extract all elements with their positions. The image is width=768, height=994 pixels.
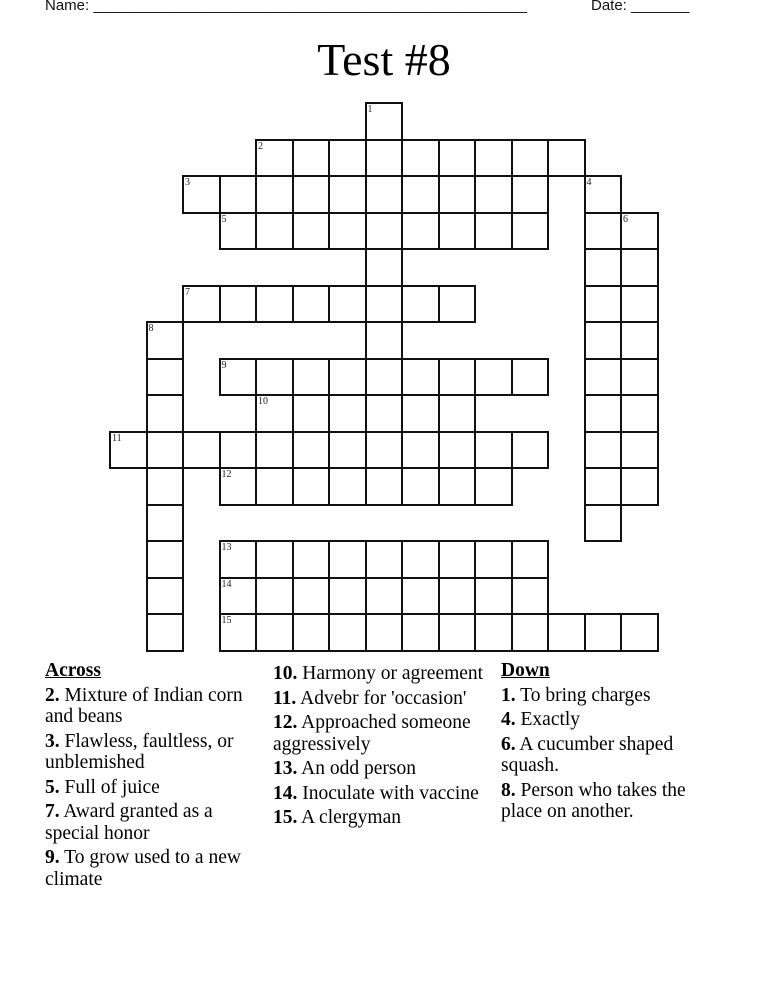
clue-number: 1. [501, 684, 516, 706]
clue-text: Full of juice [59, 776, 160, 798]
clue-across-5 [45, 777, 255, 799]
grid-cell[interactable] [511, 358, 550, 397]
clue-across-7 [45, 801, 255, 844]
clue-text: To bring charges [515, 684, 651, 706]
clue-number: 11. [273, 687, 297, 709]
cell-number: 11 [112, 432, 122, 444]
grid-cell[interactable] [219, 285, 258, 324]
grid-cell[interactable] [620, 285, 659, 324]
grid-cell[interactable] [474, 175, 513, 214]
grid-cell[interactable] [401, 394, 440, 433]
grid-cell[interactable] [511, 540, 550, 579]
name-field-line: Name: ____________________________________________________ [45, 0, 528, 14]
clue-text: Advebr for 'occasion' [296, 687, 467, 709]
grid-cell[interactable] [401, 175, 440, 214]
cell-number: 14 [221, 578, 232, 590]
grid-cell[interactable] [365, 540, 404, 579]
grid-cell[interactable] [511, 431, 550, 470]
grid-cell[interactable] [511, 613, 550, 652]
grid-cell[interactable] [365, 431, 404, 470]
grid-cell[interactable] [365, 102, 404, 141]
grid-cell[interactable] [584, 285, 623, 324]
grid-cell[interactable] [474, 139, 513, 178]
grid-cell[interactable] [620, 431, 659, 470]
grid-cell[interactable] [401, 613, 440, 652]
grid-cell[interactable] [146, 467, 185, 506]
grid-cell[interactable] [584, 212, 623, 251]
grid-cell[interactable] [474, 613, 513, 652]
clue-number: 6. [501, 733, 516, 755]
grid-cell[interactable] [365, 577, 404, 616]
clue-text: Mixture of Indian corn and beans [45, 684, 243, 727]
grid-cell[interactable] [219, 358, 258, 397]
down-heading: Down [501, 660, 550, 681]
clue-number: 8. [501, 779, 516, 801]
grid-cell[interactable] [292, 394, 331, 433]
grid-cell[interactable] [146, 431, 185, 470]
grid-cell[interactable] [620, 321, 659, 360]
down-clues-column [501, 660, 701, 826]
grid-cell[interactable] [292, 212, 331, 251]
clue-number: 5. [45, 776, 60, 798]
cell-number: 5 [221, 213, 227, 225]
clue-across-15 [273, 807, 488, 829]
cell-number: 15 [221, 615, 232, 626]
clue-number: 3. [45, 730, 60, 752]
cell-number: 4 [586, 177, 592, 188]
grid-cell[interactable] [620, 248, 659, 287]
grid-cell[interactable] [219, 431, 258, 470]
grid-cell[interactable] [255, 394, 294, 433]
grid-cell[interactable] [146, 540, 185, 579]
clue-text: Person who takes the place on another. [501, 779, 686, 822]
cell-number: 9 [221, 359, 227, 371]
cell-number: 2 [258, 140, 263, 152]
grid-cell[interactable] [292, 285, 331, 324]
grid-cell[interactable] [401, 139, 440, 178]
grid-cell[interactable] [255, 139, 294, 178]
across-clues-column-2 [273, 663, 488, 832]
grid-cell[interactable] [401, 431, 440, 470]
grid-cell[interactable] [146, 394, 185, 433]
clue-number: 15. [273, 807, 298, 828]
grid-cell[interactable] [182, 175, 221, 214]
grid-cell[interactable] [255, 577, 294, 616]
grid-cell[interactable] [292, 613, 331, 652]
grid-cell[interactable] [255, 175, 294, 214]
grid-cell[interactable] [328, 613, 367, 652]
grid-cell[interactable] [109, 431, 148, 470]
grid-cell[interactable] [438, 175, 477, 214]
clue-down-1 [501, 685, 701, 707]
grid-cell[interactable] [620, 358, 659, 397]
grid-cell[interactable] [328, 139, 367, 178]
clue-across-14 [273, 783, 488, 805]
grid-cell[interactable] [328, 212, 367, 251]
grid-cell[interactable] [328, 467, 367, 506]
clue-across-3 [45, 731, 255, 774]
clue-text: To grow used to a new climate [45, 847, 241, 890]
grid-cell[interactable] [292, 431, 331, 470]
grid-cell[interactable] [365, 212, 404, 251]
grid-cell[interactable] [511, 139, 550, 178]
grid-cell[interactable] [146, 358, 185, 397]
across-heading: Across [45, 660, 101, 681]
grid-cell[interactable] [219, 540, 258, 579]
grid-cell[interactable] [365, 248, 404, 287]
grid-cell[interactable] [474, 212, 513, 251]
grid-cell[interactable] [328, 577, 367, 616]
across-clues-column-1 [45, 660, 255, 893]
grid-cell[interactable] [365, 139, 404, 178]
grid-cell[interactable] [438, 613, 477, 652]
grid-cell[interactable] [365, 394, 404, 433]
grid-cell[interactable] [365, 467, 404, 506]
cell-number: 7 [185, 286, 190, 298]
clue-text: Flawless, faultless, or unblemished [45, 730, 234, 773]
clue-text: Award granted as a special honor [45, 801, 213, 844]
grid-cell[interactable] [474, 540, 513, 579]
page-title: Test #8 [317, 34, 451, 85]
grid-cell[interactable] [620, 467, 659, 506]
grid-cell[interactable] [547, 139, 586, 178]
grid-cell[interactable] [292, 540, 331, 579]
grid-cell[interactable] [620, 212, 659, 251]
clue-down-6 [501, 734, 701, 777]
grid-cell[interactable] [620, 613, 659, 652]
clue-number: 14. [273, 782, 298, 804]
clue-across-12 [273, 712, 488, 755]
grid-cell[interactable] [584, 358, 623, 397]
clue-text: Harmony or agreement [297, 663, 484, 684]
grid-cell[interactable] [584, 504, 623, 543]
grid-cell[interactable] [255, 212, 294, 251]
grid-cell[interactable] [255, 285, 294, 324]
clue-across-9 [45, 847, 255, 890]
grid-cell[interactable] [584, 394, 623, 433]
grid-cell[interactable] [401, 467, 440, 506]
grid-cell[interactable] [146, 321, 185, 360]
grid-cell[interactable] [328, 358, 367, 397]
grid-cell[interactable] [255, 540, 294, 579]
clue-number: 7. [45, 801, 60, 822]
grid-cell[interactable] [146, 577, 185, 616]
clue-across-2 [45, 685, 255, 728]
clue-text: Inoculate with vaccine [297, 782, 479, 804]
grid-cell[interactable] [474, 467, 513, 506]
cell-number: 12 [221, 469, 232, 480]
cell-number: 13 [221, 542, 232, 553]
cell-number: 1 [367, 104, 373, 115]
grid-cell[interactable] [255, 358, 294, 397]
clue-down-4 [501, 709, 701, 731]
grid-cell[interactable] [255, 613, 294, 652]
clue-number: 2. [45, 684, 60, 706]
clue-number: 10. [273, 663, 298, 684]
clue-down-8 [501, 780, 701, 823]
grid-cell[interactable] [328, 285, 367, 324]
grid-cell[interactable] [328, 431, 367, 470]
grid-cell[interactable] [584, 613, 623, 652]
grid-cell[interactable] [365, 285, 404, 324]
clue-text: Approached someone aggressively [273, 712, 471, 755]
grid-cell[interactable] [438, 139, 477, 178]
grid-cell[interactable] [438, 285, 477, 324]
grid-cell[interactable] [474, 358, 513, 397]
grid-cell[interactable] [146, 504, 185, 543]
cell-number: 8 [148, 323, 154, 334]
grid-cell[interactable] [511, 175, 550, 214]
grid-cell[interactable] [438, 467, 477, 506]
grid-cell[interactable] [146, 613, 185, 652]
grid-cell[interactable] [219, 613, 258, 652]
grid-cell[interactable] [292, 175, 331, 214]
grid-cell[interactable] [438, 358, 477, 397]
grid-cell[interactable] [219, 212, 258, 251]
grid-cell[interactable] [255, 431, 294, 470]
grid-cell[interactable] [292, 467, 331, 506]
grid-cell[interactable] [511, 212, 550, 251]
cell-number: 3 [185, 177, 190, 188]
clue-text: A cucumber shaped squash. [501, 733, 674, 776]
date-field-line: Date: _______ [591, 0, 690, 14]
crossword-grid [110, 103, 660, 653]
grid-cell[interactable] [584, 175, 623, 214]
clue-across-13 [273, 758, 488, 780]
grid-cell[interactable] [401, 577, 440, 616]
grid-cell[interactable] [365, 175, 404, 214]
clue-text: A clergyman [297, 807, 401, 828]
grid-cell[interactable] [365, 358, 404, 397]
grid-cell[interactable] [292, 358, 331, 397]
grid-cell[interactable] [365, 321, 404, 360]
grid-cell[interactable] [438, 577, 477, 616]
clue-number: 9. [45, 847, 60, 868]
clue-number: 13. [273, 758, 298, 779]
grid-cell[interactable] [328, 540, 367, 579]
clue-number: 4. [501, 709, 516, 730]
clue-across-10 [273, 663, 488, 685]
cell-number: 6 [623, 213, 628, 225]
grid-cell[interactable] [584, 431, 623, 470]
grid-cell[interactable] [438, 212, 477, 251]
clue-number: 12. [273, 712, 298, 733]
grid-cell[interactable] [401, 358, 440, 397]
grid-cell[interactable] [547, 613, 586, 652]
grid-cell[interactable] [438, 394, 477, 433]
grid-cell[interactable] [584, 248, 623, 287]
grid-cell[interactable] [401, 212, 440, 251]
grid-cell[interactable] [328, 175, 367, 214]
grid-cell[interactable] [474, 577, 513, 616]
grid-cell[interactable] [365, 613, 404, 652]
grid-cell[interactable] [292, 577, 331, 616]
grid-cell[interactable] [219, 577, 258, 616]
grid-cell[interactable] [219, 467, 258, 506]
grid-cell[interactable] [219, 175, 258, 214]
clue-text: An odd person [297, 758, 416, 779]
grid-cell[interactable] [328, 394, 367, 433]
grid-cell[interactable] [401, 540, 440, 579]
grid-cell[interactable] [438, 540, 477, 579]
grid-cell[interactable] [620, 394, 659, 433]
grid-cell[interactable] [584, 467, 623, 506]
grid-cell[interactable] [292, 139, 331, 178]
grid-cell[interactable] [182, 431, 221, 470]
grid-cell[interactable] [584, 321, 623, 360]
grid-cell[interactable] [182, 285, 221, 324]
clue-text: Exactly [515, 709, 581, 730]
grid-cell[interactable] [438, 431, 477, 470]
grid-cell[interactable] [511, 577, 550, 616]
grid-cell[interactable] [474, 431, 513, 470]
clue-across-11 [273, 688, 488, 710]
cell-number: 10 [258, 396, 268, 407]
grid-cell[interactable] [255, 467, 294, 506]
grid-cell[interactable] [401, 285, 440, 324]
